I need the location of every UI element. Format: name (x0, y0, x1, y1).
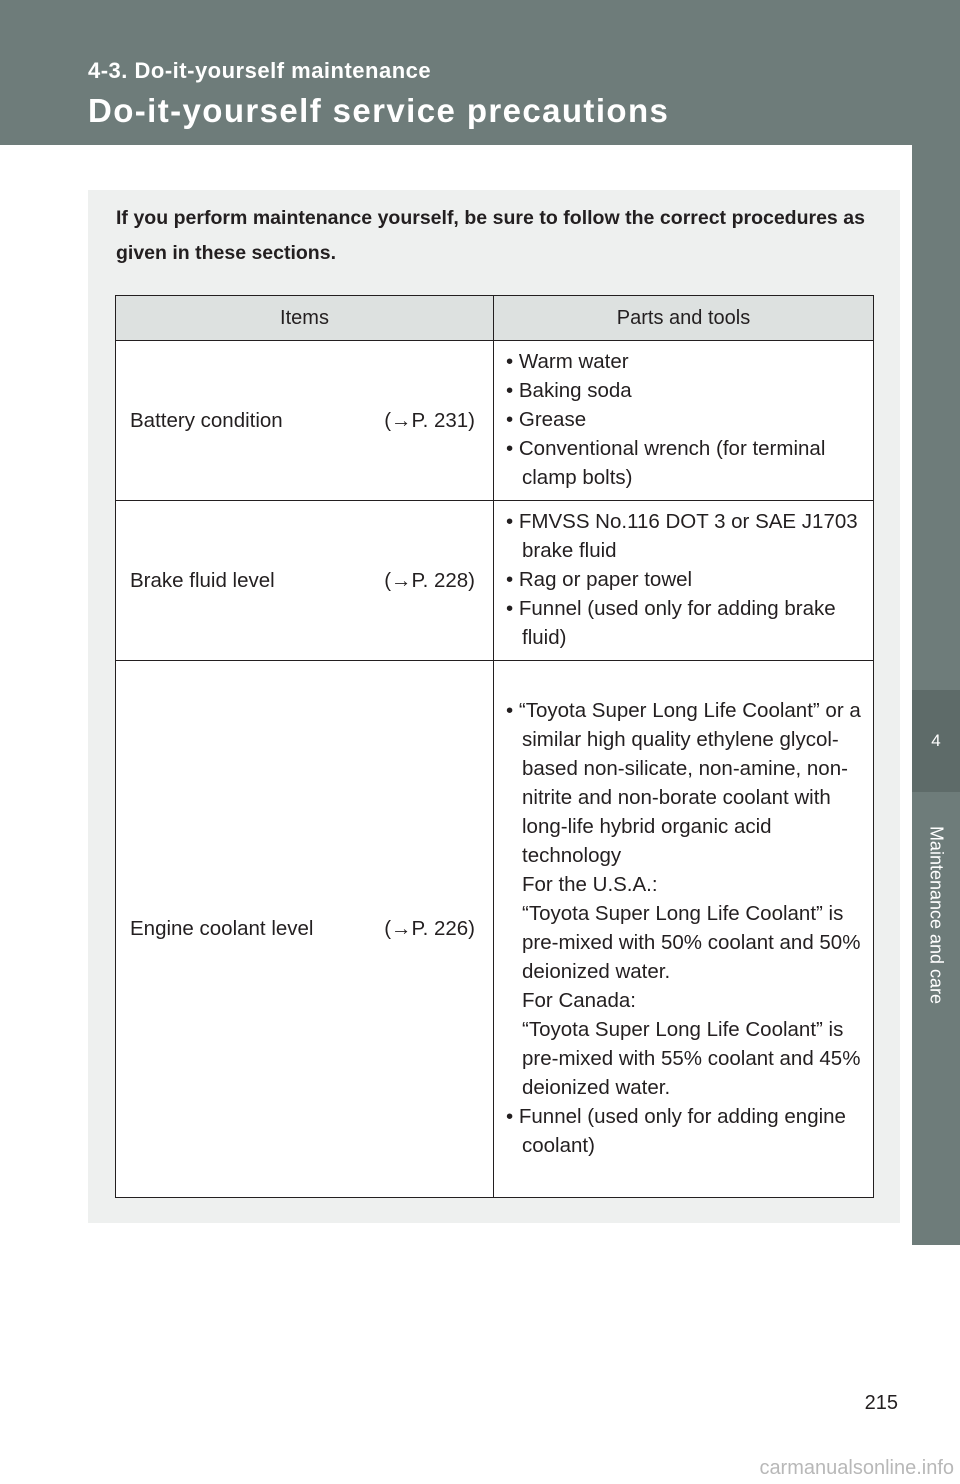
table-row (116, 661, 874, 1198)
chapter-number[interactable]: 4 (912, 690, 960, 792)
list-item: • Warm water (506, 350, 629, 373)
list-item: “Toyota Super Long Life Coolant” is pre-mixed with 50% coolant and 50% deionized water. (522, 902, 861, 983)
parts-cell (494, 661, 874, 1198)
item-name: Engine coolant level (130, 917, 314, 940)
header-parts-tools: Parts and tools (494, 296, 874, 341)
table-header-row (116, 296, 874, 341)
chapter-title[interactable]: Maintenance and care (926, 825, 947, 1005)
parts-list (506, 507, 865, 652)
intro-text: If you perform maintenance yourself, be sure to follow the correct procedures as given in these sections. (116, 207, 865, 264)
page-reference-link[interactable]: (→P. 231) (384, 408, 475, 432)
table-row (116, 341, 874, 501)
table-row (116, 501, 874, 661)
list-item: • Funnel (used only for adding engine coolant) (506, 1105, 846, 1157)
list-item: • Rag or paper towel (506, 568, 693, 591)
header-items: Items (116, 296, 494, 341)
page-reference-link[interactable]: (→P. 228) (384, 568, 475, 592)
page-number: 215 (864, 1392, 898, 1414)
item-cell (116, 661, 494, 1198)
parts-table (115, 295, 874, 1198)
item-cell (116, 501, 494, 661)
watermark: carmanualsonline.info (759, 1457, 954, 1479)
parts-cell (494, 341, 874, 501)
list-item: • Grease (506, 408, 587, 431)
page-reference-link[interactable]: (→P. 226) (384, 917, 475, 940)
list-item: For the U.S.A.: (522, 873, 658, 896)
item-name: Battery condition (130, 408, 283, 432)
parts-list (506, 347, 865, 492)
list-item: • Funnel (used only for adding brake fluid) (506, 597, 836, 649)
header-bar (0, 0, 960, 145)
list-item: For Canada: (522, 989, 636, 1012)
page-title: Do-it-yourself service precautions (88, 92, 670, 129)
item-cell (116, 341, 494, 501)
list-item: • Conventional wrench (for terminal clamp bolts) (506, 437, 826, 489)
list-item: • FMVSS No.116 DOT 3 or SAE J1703 brake fluid (506, 510, 858, 562)
section-label: 4-3. Do-it-yourself maintenance (88, 58, 432, 83)
list-item: • Baking soda (506, 379, 632, 402)
list-item: “Toyota Super Long Life Coolant” is pre-mixed with 55% coolant and 45% deionized water. (522, 1018, 861, 1099)
parts-cell (494, 501, 874, 661)
parts-list (506, 696, 865, 1160)
item-name: Brake fluid level (130, 568, 275, 592)
list-item: • “Toyota Super Long Life Coolant” or a similar high quality ethylene glycol-based non-silicate, non-amine, non-nitrite and non-borate coolant with long-life hybrid organic acid technology (506, 699, 861, 867)
